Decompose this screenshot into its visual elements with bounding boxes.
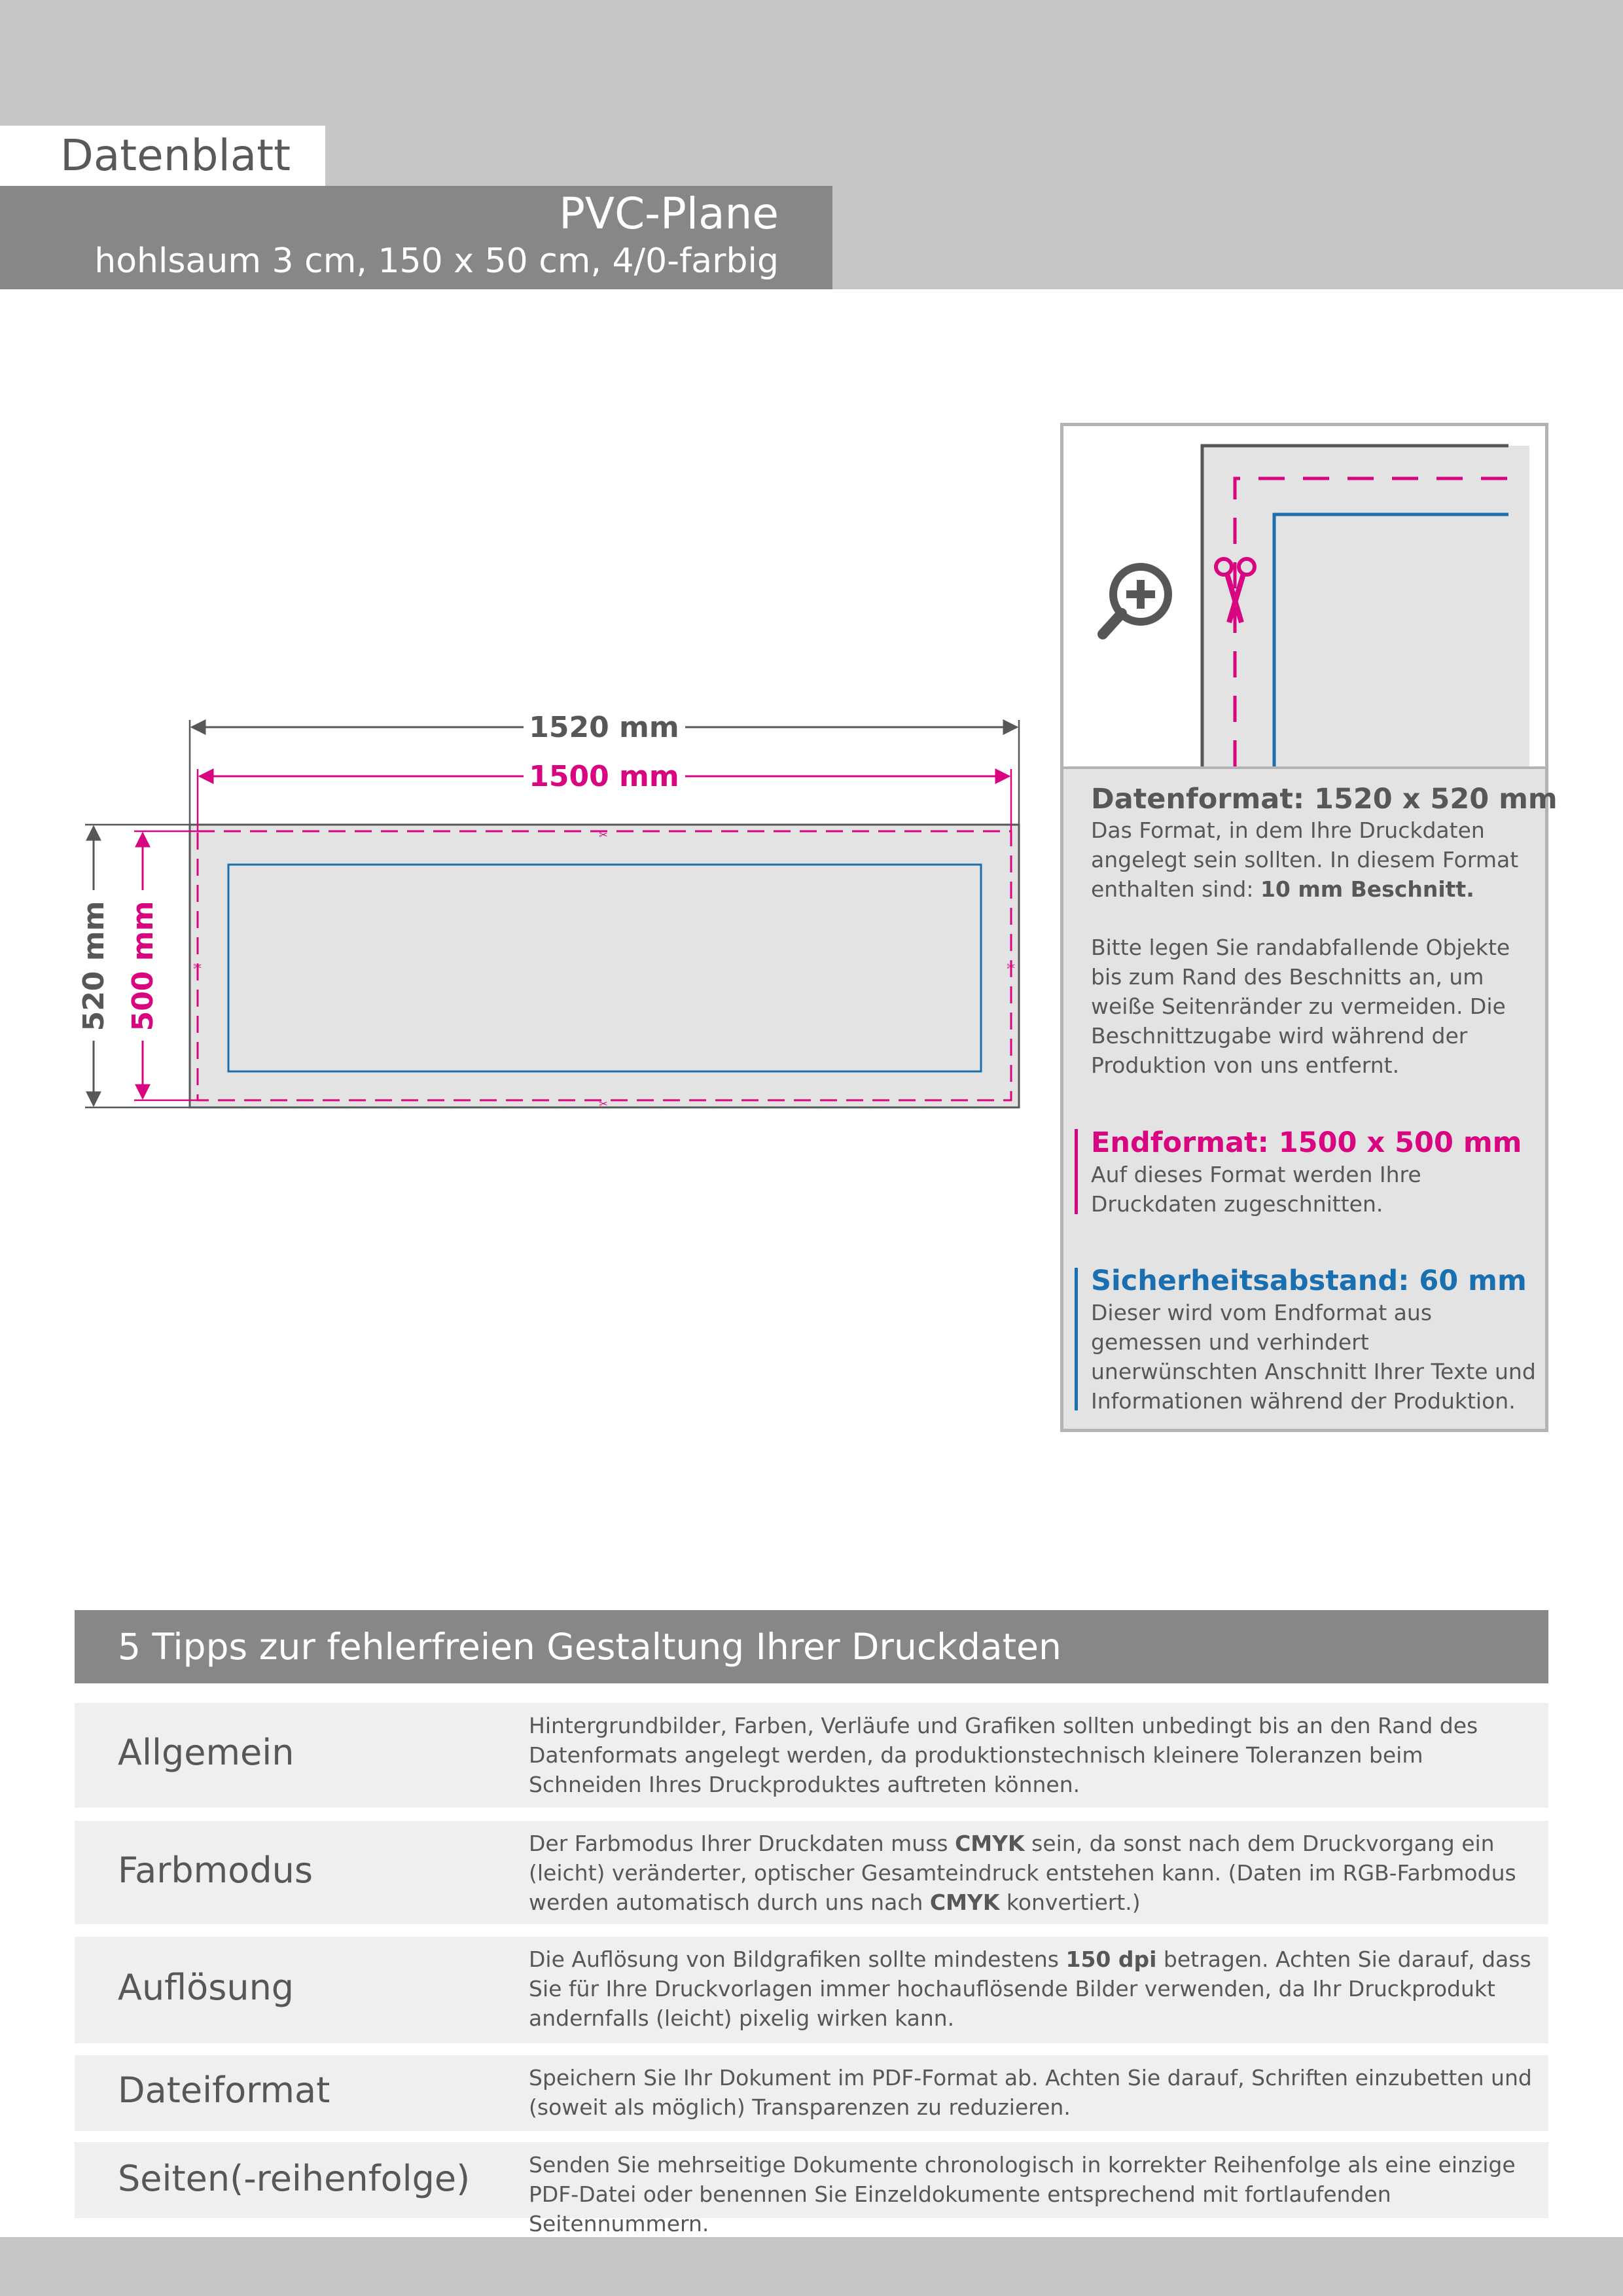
data-format-text: Das Format, in dem Ihre Druckdaten angelegt sein sollten. In diesem Format enthalten sind: 10 mm Beschnitt. xyxy=(1091,817,1519,902)
tip-label: Seiten(-reihenfolge) xyxy=(118,2158,471,2199)
safety-text: Dieser wird vom Endformat aus gemessen und verhindert unerwünschten Anschnitt Ihrer Texte und Informationen während der Produktion. xyxy=(1091,1300,1536,1414)
footer-band xyxy=(0,2237,1623,2296)
tip-row-pages xyxy=(75,2142,1548,2236)
product-subtitle: hohlsaum 3 cm, 150 x 50 cm, 4/0-farbig xyxy=(94,242,779,281)
doc-label: Datenblatt xyxy=(60,130,291,181)
tip-text: Speichern Sie Ihr Dokument im PDF-Format ab. Achten Sie darauf, Schriften einzubetten und (soweit als möglich) Transparenzen zu reduzieren. xyxy=(529,2065,1532,2120)
safety-bar xyxy=(1075,1268,1078,1410)
data-format-note: Bitte legen Sie randabfallende Objekte bis zum Rand des Beschnitts an, um weiße Seitenränder zu vermeiden. Die Beschnittzugabe wird während der Produktion von uns entfernt. xyxy=(1091,935,1510,1078)
scissor-mark: ✂ xyxy=(599,829,608,841)
tip-row-resolution xyxy=(75,1937,1548,2043)
tip-row-general xyxy=(75,1703,1548,1808)
product-title: PVC-Plane xyxy=(559,188,779,239)
end-format-text: Auf dieses Format werden Ihre Druckdaten zugeschnitten. xyxy=(1091,1162,1421,1217)
bleed-highlight: 10 mm Beschnitt. xyxy=(1260,876,1474,902)
tip-text: Hintergrundbilder, Farben, Verläufe und Grafiken sollten unbedingt bis an den Rand des Datenformats angelegt werden, da produktionstechnisch kleinere Toleranzen beim Schneiden Ihres Druckproduktes auftreten können. xyxy=(529,1713,1478,1797)
safety-title: Sicherheitsabstand: 60 mm xyxy=(1091,1265,1527,1297)
zoom-icon xyxy=(1103,567,1168,634)
tip-row-fileformat xyxy=(75,2055,1548,2131)
tip-label: Farbmodus xyxy=(118,1850,313,1891)
data-format-title: Datenformat: 1520 x 520 mm xyxy=(1091,783,1558,816)
zoom-detail-graphic xyxy=(1063,426,1545,766)
tip-text: Senden Sie mehrseitige Dokumente chronologisch in korrekter Reihenfolge als eine einzige PDF-Datei oder benennen Sie Einzeldokumente entsprechend mit fortlaufenden Seitennummern. xyxy=(529,2152,1516,2236)
tips-title: 5 Tipps zur fehlerfreien Gestaltung Ihrer Druckdaten xyxy=(118,1626,1061,1668)
height-data-label: 520 mm xyxy=(77,901,111,1031)
scissor-mark: ✂ xyxy=(1007,960,1016,973)
scissor-mark: ✂ xyxy=(193,960,202,973)
tip-text: Die Auflösung von Bildgrafiken sollte mindestens 150 dpi betragen. Achten Sie darauf, dass Sie für Ihre Druckvorlagen immer hochauflösende Bilder verwenden, da Ihr Druckprodukt andernfalls (leicht) pixelig wirken kann. xyxy=(529,1946,1531,2031)
scissor-mark: ✂ xyxy=(599,1098,608,1110)
width-data-label: 1520 mm xyxy=(529,711,679,744)
tip-text: Der Farbmodus Ihrer Druckdaten muss CMYK sein, da sonst nach dem Druckvorgang ein (leicht) veränderter, optischer Gesamteindruck entstehen kann. (Daten im RGB-Farbmodus werden automatisch durch uns nach CMYK konvertiert.) xyxy=(529,1831,1516,1915)
tip-label: Dateiformat xyxy=(118,2070,330,2111)
end-format-title: Endformat: 1500 x 500 mm xyxy=(1091,1126,1522,1159)
format-diagram xyxy=(0,687,1047,1145)
tip-row-colormode xyxy=(75,1821,1548,1924)
height-final-label: 500 mm xyxy=(126,901,160,1031)
width-final-label: 1500 mm xyxy=(529,760,679,793)
end-format-bar xyxy=(1075,1129,1078,1214)
tip-label: Auflösung xyxy=(118,1967,294,2008)
tip-label: Allgemein xyxy=(118,1732,294,1773)
data-format-area xyxy=(190,825,1019,1107)
